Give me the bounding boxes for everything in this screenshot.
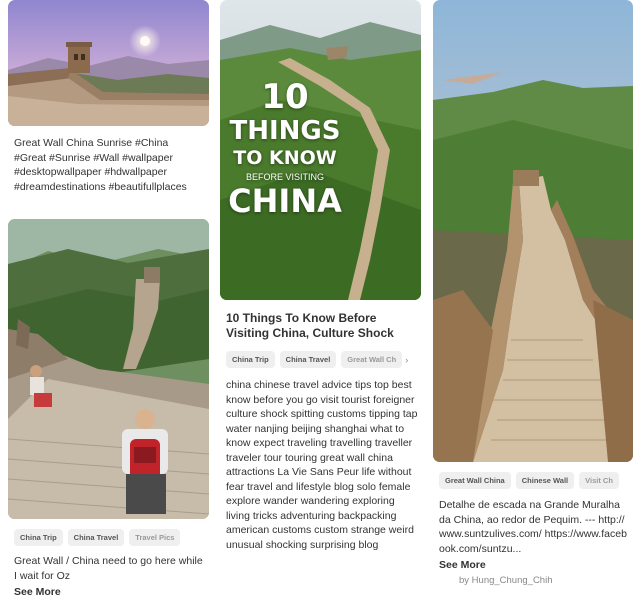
tag-chinese-wall[interactable]: Chinese Wall — [516, 472, 574, 489]
chevron-right-icon[interactable]: › — [405, 354, 409, 365]
pin-attribution[interactable]: by Hung_Chung_Chih — [459, 575, 553, 586]
pin-title[interactable]: 10 Things To Know Before Visiting China, Culture Shock — [226, 311, 394, 340]
overlay-line2: TO KNOW — [233, 147, 337, 169]
tag-great-wall-china[interactable]: Great Wall China — [439, 472, 511, 489]
overlay-number: 10 — [261, 77, 309, 117]
overlay-line4: CHINA — [228, 182, 342, 220]
pin-image-great-wall-sunrise[interactable] — [8, 0, 209, 126]
pin-card-climbers[interactable] — [8, 219, 209, 598]
pin-image-great-wall-stairs[interactable] — [433, 0, 633, 462]
tag-china-trip[interactable]: China Trip — [14, 529, 63, 546]
overlay-line1: THINGS — [229, 116, 341, 146]
pin-tags — [433, 472, 633, 489]
pin-caption: china chinese travel advice tips top best know before you go visit tourist foreigner culture shock spitting customs tipping tap water nanjing beijing shanghai what to know expect traveling travelling traveller traveler tour touring great wall china attractions La Vie Sans Peur life without fear travel and lifestyle blog solo female explore wander wandering exploring living tricks adventuring backpacking american customs custom strange weird unusual shocking surprising blog — [226, 379, 418, 551]
pin-caption: Great Wall / China need to go here while I wait for Oz — [14, 555, 203, 582]
tag-china-travel[interactable]: China Travel — [68, 529, 125, 546]
tag-china-travel[interactable]: China Travel — [280, 351, 337, 368]
pin-caption: Detalhe de escada na Grande Muralha da China, ao redor de Pequim. --- http://www.suntzulives.com/ https://www.facebook.com/suntzu... — [439, 499, 627, 555]
tag-great-wall-china[interactable]: Great Wall Ch — [341, 351, 402, 368]
pin-card-sunrise[interactable] — [8, 0, 209, 194]
pin-image-ten-things-china[interactable] — [220, 0, 421, 300]
tag-china-trip[interactable]: China Trip — [226, 351, 275, 368]
pin-card-stairs[interactable] — [433, 0, 633, 586]
tag-travel-pics[interactable]: Travel Pics — [129, 529, 180, 546]
pin-tags — [8, 529, 209, 546]
overlay-title — [220, 78, 350, 218]
pin-image-great-wall-climbers[interactable] — [8, 219, 209, 519]
tag-visit-china[interactable]: Visit Ch — [579, 472, 619, 489]
overlay-line3: BEFORE VISITING — [245, 172, 324, 182]
see-more-link[interactable]: See More — [14, 586, 61, 598]
pin-tags — [220, 351, 421, 368]
see-more-link[interactable]: See More — [439, 559, 486, 571]
pin-caption: Great Wall China Sunrise #China #Great #Sunrise #Wall #wallpaper #desktopwallpaper #hdwallpaper #dreamdestinations #beautifullplaces — [14, 137, 187, 193]
pin-card-ten-things[interactable] — [220, 0, 421, 552]
